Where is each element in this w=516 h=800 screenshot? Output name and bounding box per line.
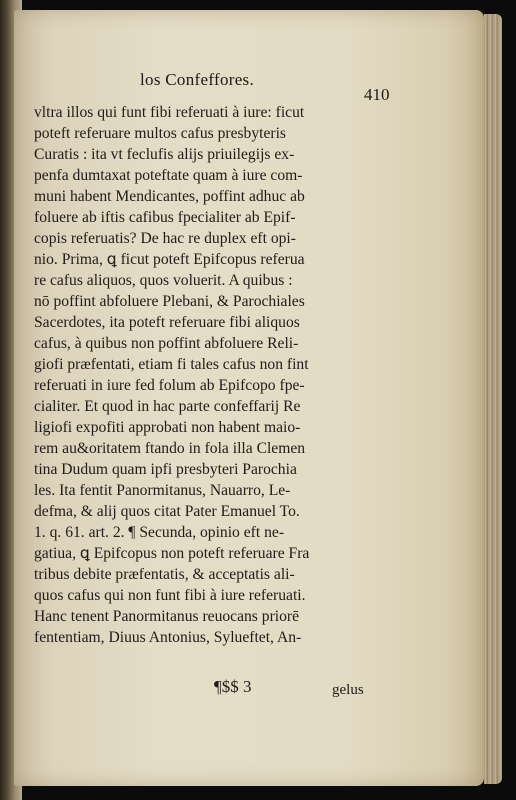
- body-text: [34, 102, 386, 648]
- book-page: [14, 10, 484, 786]
- text-line: 1. q. 61. art. 2. ¶ Secunda, opinio eft ne-: [34, 524, 285, 541]
- text-line: copis referuatis? De hac re duplex eft opi-: [34, 230, 296, 247]
- text-line: tribus debite præfentatis, & acceptatis ali-: [34, 566, 295, 583]
- text-line: penfa dumtaxat poteftate quam à iure com-: [34, 167, 303, 184]
- text-line: nio. Prima, ꝗ ficut poteft Epifcopus referua: [34, 251, 305, 268]
- text-line: cafus, à quibus non poffint abfoluere Reli-: [34, 335, 299, 352]
- text-line: quos cafus qui non funt fibi à iure referuati.: [34, 587, 306, 604]
- text-line: defma, & alij quos citat Pater Emanuel To.: [34, 503, 300, 520]
- text-line: nō poffint abfoluere Plebani, & Parochiales: [34, 293, 305, 310]
- text-line: gatiua, ꝗ Epifcopus non poteft referuare Fra: [34, 545, 310, 562]
- text-line: vltra illos qui funt fibi referuati à iure: ficut: [34, 104, 305, 121]
- catchword: gelus: [332, 682, 364, 698]
- text-line: referuati in iure fed folum ab Epifcopo fpe-: [34, 377, 305, 394]
- text-line: cialiter. Et quod in hac parte confeffarij Re: [34, 398, 301, 415]
- text-line: rem au&oritatem ftando in fola illa Clemen: [34, 440, 306, 457]
- text-line: Curatis : ita vt feclufis alijs priuilegijs ex-: [34, 146, 295, 163]
- text-line: muni habent Mendicantes, poffint adhuc ab: [34, 188, 305, 205]
- text-line: fententiam, Diuus Antonius, Sylueftet, An-: [34, 629, 302, 646]
- text-line: foluere ab iftis cafibus fpecialiter ab Epif-: [34, 209, 296, 226]
- signature-mark: ¶$$ 3: [214, 677, 252, 696]
- text-line: les. Ita fentit Panormitanus, Nauarro, Le-: [34, 482, 291, 499]
- page-number: 410: [364, 85, 390, 104]
- text-line: Hanc tenent Panormitanus reuocans priorē: [34, 608, 300, 625]
- text-line: giofi præfentati, etiam fi tales cafus non fint: [34, 356, 309, 373]
- running-head: los Confeffores.: [140, 70, 255, 89]
- text-line: Sacerdotes, ita poteft referuare fibi aliquos: [34, 314, 300, 331]
- text-line: re cafus aliquos, quos voluerit. A quibus :: [34, 272, 293, 289]
- text-line: tina Dudum quam ipfi presbyteri Parochia: [34, 461, 297, 478]
- text-line: poteft referuare multos cafus presbyteris: [34, 125, 286, 142]
- text-line: ligiofi expofiti approbati non habent maio-: [34, 419, 301, 436]
- page-block-edges: [484, 14, 502, 784]
